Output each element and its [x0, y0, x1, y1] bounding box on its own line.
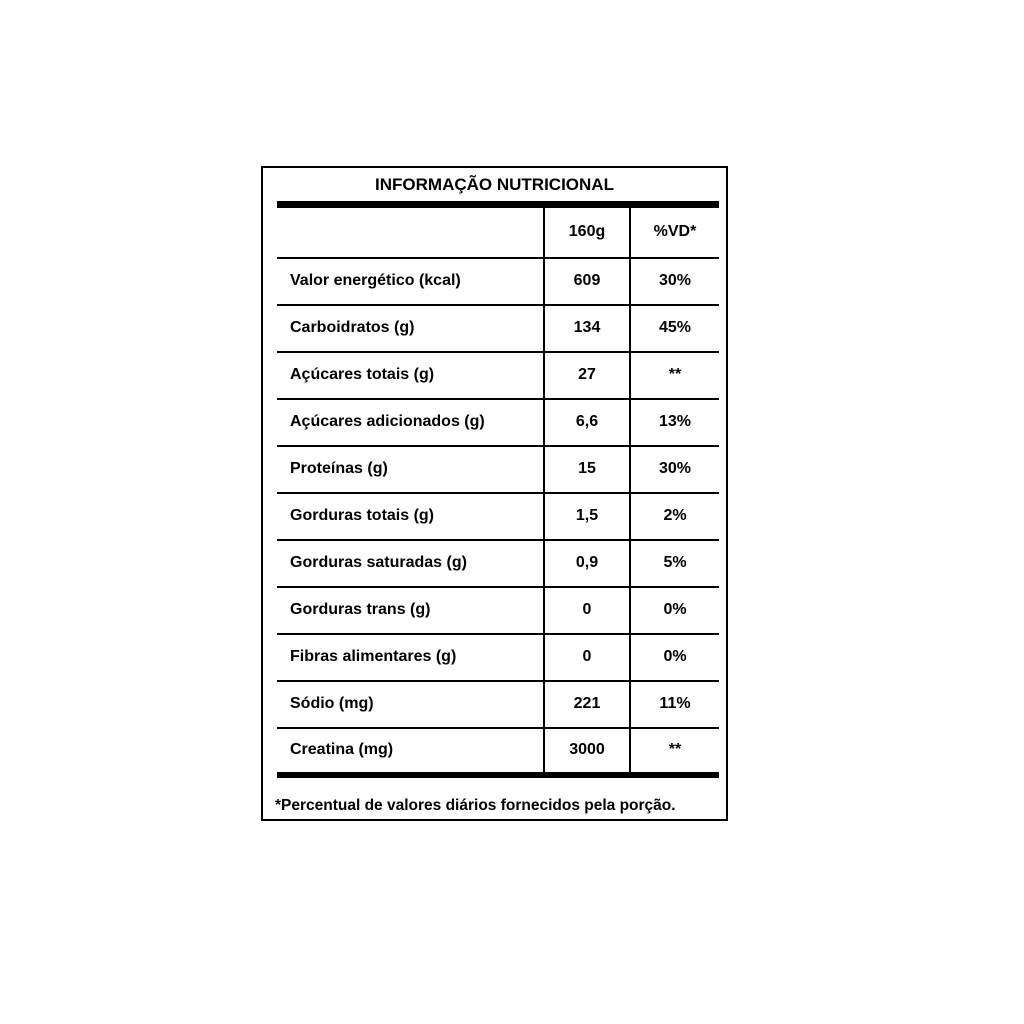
nutrient-daily-value: **	[630, 352, 719, 399]
nutrient-amount: 221	[544, 681, 630, 728]
nutrient-name: Proteínas (g)	[277, 446, 544, 493]
nutrient-daily-value: 45%	[630, 305, 719, 352]
nutrient-name: Carboidratos (g)	[277, 305, 544, 352]
nutrient-daily-value: **	[630, 728, 719, 775]
table-row	[277, 634, 719, 681]
nutrient-daily-value: 13%	[630, 399, 719, 446]
nutrient-name: Açúcares adicionados (g)	[277, 399, 544, 446]
nutrient-amount: 3000	[544, 728, 630, 775]
nutrient-amount: 1,5	[544, 493, 630, 540]
nutrient-daily-value: 30%	[630, 258, 719, 305]
nutrient-amount: 134	[544, 305, 630, 352]
nutrient-daily-value: 11%	[630, 681, 719, 728]
header-nutrient	[277, 205, 544, 258]
nutrition-table	[277, 201, 719, 778]
daily-value-footnote: *Percentual de valores diários fornecidos pela porção.	[275, 797, 676, 814]
table-row	[277, 258, 719, 305]
header-daily-value: %VD*	[630, 205, 719, 258]
nutrition-facts-panel	[261, 166, 728, 821]
nutrient-amount: 0,9	[544, 540, 630, 587]
nutrient-amount: 0	[544, 587, 630, 634]
table-row	[277, 587, 719, 634]
nutrient-amount: 0	[544, 634, 630, 681]
nutrient-name: Fibras alimentares (g)	[277, 634, 544, 681]
nutrient-daily-value: 30%	[630, 446, 719, 493]
nutrient-name: Açúcares totais (g)	[277, 352, 544, 399]
nutrient-name: Sódio (mg)	[277, 681, 544, 728]
nutrient-daily-value: 5%	[630, 540, 719, 587]
table-header-row	[277, 205, 719, 258]
nutrient-amount: 27	[544, 352, 630, 399]
nutrition-table-wrap	[277, 201, 719, 778]
nutrient-daily-value: 0%	[630, 587, 719, 634]
nutrient-amount: 609	[544, 258, 630, 305]
nutrient-name: Gorduras trans (g)	[277, 587, 544, 634]
nutrient-name: Valor energético (kcal)	[277, 258, 544, 305]
nutrient-amount: 6,6	[544, 399, 630, 446]
nutrition-title: INFORMAÇÃO NUTRICIONAL	[375, 175, 614, 194]
table-row	[277, 305, 719, 352]
nutrient-amount: 15	[544, 446, 630, 493]
header-serving: 160g	[544, 205, 630, 258]
nutrient-daily-value: 2%	[630, 493, 719, 540]
nutrient-name: Gorduras totais (g)	[277, 493, 544, 540]
nutrient-name: Gorduras saturadas (g)	[277, 540, 544, 587]
table-row	[277, 446, 719, 493]
nutrient-daily-value: 0%	[630, 634, 719, 681]
table-row	[277, 352, 719, 399]
table-row	[277, 399, 719, 446]
table-row	[277, 728, 719, 775]
nutrient-name: Creatina (mg)	[277, 728, 544, 775]
table-row	[277, 493, 719, 540]
table-row	[277, 681, 719, 728]
table-row	[277, 540, 719, 587]
